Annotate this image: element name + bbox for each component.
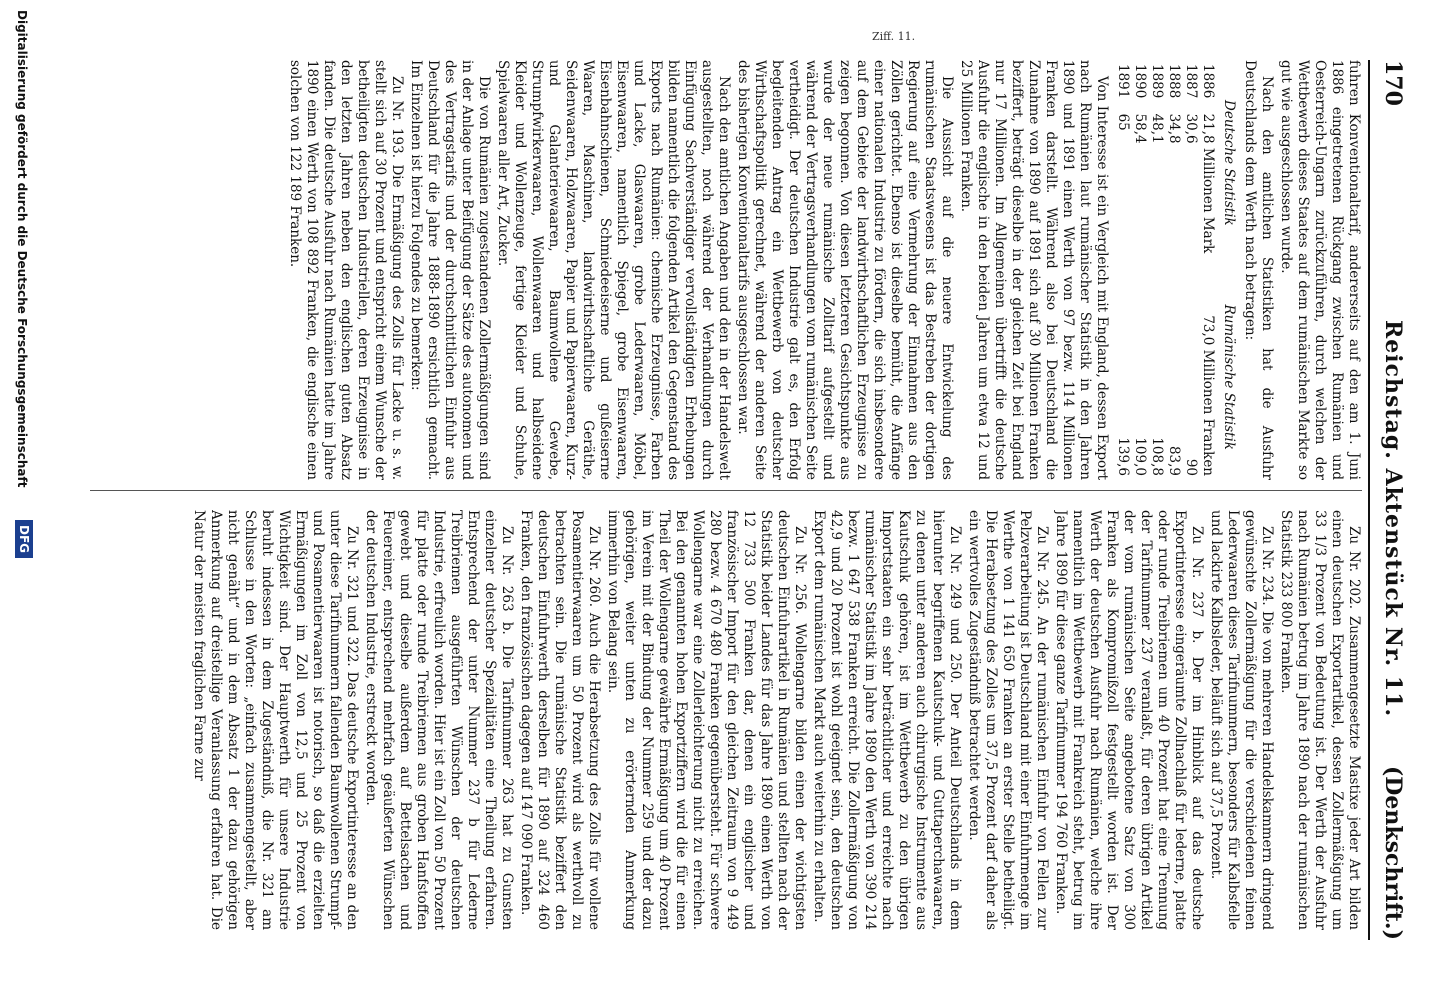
paragraph: Die von Rumänien zugestandenen Zollermäßigungen sind in der Anlage unter Beifügung der Sätze des autonomen und des Vertragstarifs und der durchschnittlichen Einfuhr aus Deutschland für die Jahre 1888-1890 ersichtlich gemacht. Im Einzelnen ist hierzu Folgendes zu bemerken: — [408, 60, 492, 480]
stat-head-german: Deutsche Statistik — [1221, 100, 1237, 226]
statistics-table — [1114, 60, 1216, 480]
footer-text: Digitalisierung gefördert durch die Deutsche Forschungsgemeinschaft — [15, 10, 29, 488]
paragraph: Zu Nr. 237 b. Der im Hinblick auf das deutsche Exportinteresse eingeräumte Zollnachlaß für lederne, platte oder runde Treibriemen um 40 Prozent hat eine Trennung der Tarifnummer 237 veranlaßt, für deren übrigen Artikel der vom rumänischen Seite angebotene Satz von 300 Franken als Kompromißzoll festgestellt worden ist. Der Werth der deutschen Ausfuhr nach Rumänien, welche ihre namentlich im Wettbewerb mit Frankreich steht, betrug im Jahre 1890 für diese ganze Tarifnummer 194 760 Franken. — [1053, 510, 1205, 930]
section-label: (Denkschrift.) — [1380, 765, 1406, 940]
table-row — [1182, 60, 1199, 480]
romanian-value: 90 — [1183, 458, 1199, 476]
german-value: 21,8 Millionen Mark — [1200, 113, 1216, 254]
column-divider — [90, 490, 1362, 491]
table-row — [1165, 60, 1182, 480]
german-value: 48,1 — [1149, 113, 1165, 144]
table-row — [1199, 60, 1216, 480]
page-title: Reichstag. Aktenstück Nr. 11. — [1380, 320, 1406, 718]
paragraph: Zu Nr. 321 und 322. Das deutsche Exportinteresse an den unter diese Tarifnummern fallenden Baumwollenen Strumpf- und Posamentierwaaren ist notorisch, so daß die erzielten Ermäßigungen im Zoll von 12,5 und 25 Prozent von Wichtigkeit sind. Der Hauptwerth für unsere Industrie beruht indessen in dem Zugeständniß, die Nr. 321 am Schlusse in den Worten: „einfach zusammengestellt, aber nicht genäht“ und in dem Absatz 1 der dazu gehörigen Anmerkung auf dreistellige Veranlassung erfahren hat. Die Natur der meisten fraglichen Farne zur — [191, 510, 360, 930]
table-row — [1148, 60, 1165, 480]
paragraph: Zu Nr. 234. Die von mehreren Handelskammern dringend gewünschte Zollermäßigung für die verschiedenen feinen Lederwaaren dieses Tarifnummern, besonders für Kalbsfelle und lackirte Kalbsleder, beläuft sich auf 37,5 Prozent. — [1208, 510, 1275, 930]
page-number: 170 — [1380, 60, 1406, 106]
paragraph: Nach den amtlichen Statistiken hat die Ausfuhr Deutschlands dem Werth nach betragen: — [1242, 60, 1275, 480]
year-cell: 1888 — [1166, 64, 1182, 99]
year-cell: 1889 — [1149, 64, 1165, 99]
paragraph: Zu Nr. 260. Auch die Herabsetzung des Zolls für wollene Posamentierwaaren um 50 Prozent wird als werthvoll zu betrachten sein. Die rumänische Statistik beziffert den deutschen Einfuhrwerth derselben für 1890 auf 324 460 Franken, den französischen dagegen auf 147 090 Franken. — [518, 510, 602, 930]
table-row — [1114, 60, 1131, 480]
german-value: 58,4 — [1132, 113, 1148, 144]
dfg-logo: DFG — [15, 520, 33, 558]
paragraph: Zu Nr. 202. Zusammengesetzte Mastixe jeder Art bilden einen deutschen Exportartikel, dessen Zollermäßigung um 33 1/3 Prozent von Bedeutung ist. Der Werth der Ausfuhr nach Rumänien betrug im Jahre 1890 nach der rumänischen Statistik 233 800 Franken. — [1278, 510, 1362, 930]
right-column — [90, 510, 1362, 930]
romanian-value: 109,0 — [1132, 437, 1148, 476]
romanian-value: 83,9 — [1166, 445, 1182, 476]
paragraph: fuhren Konventionaltarif, andererseits auf den am 1. Juni 1886 eingetretenen Rückgang zwischen Rumänien und Oesterreich-Ungarn zurückzuführen, durch welchen der Wettbewerb dieses Staates auf dem rumänischen Markte so gut wie ausgeschlossen wurde. — [1278, 60, 1362, 480]
german-value: 65 — [1115, 113, 1131, 131]
paragraph: Zu Nr. 193. Die Ermäßigung des Zolls für Lacke u. s. w. stellt sich auf 30 Prozent und entspricht einem Wunsche der betheiligten deutschen Industriellen, deren Erzeugnisse in den letzten Jahren neben den englischen guten Absatz fanden. Die deutsche Ausfuhr nach Rumänien hatte im Jahre 1890 einen Werth von 108 892 Franken, die englische einen solchen von 122 189 Franken. — [287, 60, 405, 480]
paragraph: Die Aussicht auf die neuere Entwickelung des rumänischen Staatswesens ist das Bestreben der dortigen Regierung auf eine Vermehrung der Einnahmen aus den Zöllen gerichtet. Ebenso ist dieselbe bemüht, die Anfänge einer nationalen Industrie zu fördern, die sich insbesondere auf dem Gebiete der landwirthschaftlichen Erzeugnisse zu zeigen begonnen. Von diesen letzteren Gesichtspunkte aus wurde der neue rumänische Zolltarif aufgestellt und während der Vertragsverhandlungen vom rumänischen Seite vertheidigt. Der deutschen Industrie galt es, den Erfolg begleitenden Antrag ein Wettbewerb von deutscher Wirthschaftspolitik gerechnet, während der anderen Seite des bisherigen Konventionaltarifs ausgeschlossen war. — [735, 60, 955, 480]
paragraph: Zu Nr. 245. An der rumänischen Einfuhr von Fellen zur Pelzverarbeitung ist Deutschland mit einer Einfuhrmenge im Werthe von 1 141 650 Franken an erster Stelle betheiligt. Die Herabsetzung des Zolles um 37,5 Prozent darf daher als ein wertvolles Zugeständniß betrachtet werden. — [966, 510, 1050, 930]
stat-head-romanian: Rumänische Statistik — [1221, 304, 1237, 450]
paragraph: Zu Nr. 249 und 250. Der Anteil Deutschlands in dem hierunter begriffenen Kautschuk- und Guttaperchawaaren, zu denen unter anderen auch chirurgische Instrumente aus Kautschuk gehören, ist im Wettbewerb zu den übrigen Importstaaten ein sehr beträchtlicher und erreichte nach rumänischer Statistik im Jahre 1890 den Werth von 390 214 bezw. 1 647 538 Franken erreicht. Die Zollermäßigung von 42,9 und 20 Prozent ist wohl geeignet sein, den deutschen Export dem rumänischen Markt auch weiterhin zu erhalten. — [811, 510, 963, 930]
paragraph: Von Interesse ist ein Vergleich mit England, dessen Export nach Rumänien laut rumänischer Statistik in den Jahren 1890 und 1891 einen Werth von 97 bezw. 114 Millionen Franken darstellt. Während also bei Deutschland die Zunahme von 1890 auf 1891 sich auf 30 Millionen Franken beziffert, beträgt dieselbe in der gleichen Zeit bei England nur 17 Millionen. Im Allgemeinen übertrifft die deutsche Ausfuhr die englische in den beiden Jahren um etwa 12 und 25 Millionen Franken. — [958, 60, 1110, 480]
margin-note: Ziff. 11. — [872, 30, 916, 43]
romanian-value: 108,8 — [1149, 437, 1165, 476]
paragraph: Zu Nr. 263 b. Die Tarifnummer 263 hat zu Gunsten einzelner deutscher Spezialitäten eine Theilung erfahren. Entsprechend der unter Nummer 237 b für Lederne Treibriemen ausgeführten Wünschen der deutschen Industrie, erfreulich worden. Hier ist ein Zoll von 50 Prozent für platte oder runde Treibriemen aus groben Hanfstoffen gewebt und dieselbe außerdem auf Bettelsachen und Feuereimer, entsprechend mehrfach geäußerten Wünschen der deutschen Industrie, erstreckt worden. — [363, 510, 515, 930]
table-row — [1131, 60, 1148, 480]
year-cell: 1887 — [1183, 64, 1199, 99]
year-cell: 1890 — [1132, 64, 1148, 99]
german-value: 30,6 — [1183, 113, 1199, 144]
romanian-value: 139,6 — [1115, 437, 1131, 476]
statistics-header — [1218, 60, 1239, 480]
digitization-footer — [7, 0, 37, 1000]
paragraph: Zu Nr. 256. Wollengarne bilden einen der wichtigsten deutschen Einfuhrartikel in Rumänien und stellten nach der Statistik beider Landes für das Jahre 1890 einen Werth von 12 733 500 Franken dar, denen ein englischer und französischer Import für den gleichen Zeitraum von 9 449 280 bezw. 4 670 480 Franken gegenübersteht. Für schwere Wollengarne war eine Zollerleichterung nicht zu erreichen. Bei den genannten hohen Exportziffern wird die für einen Theil der Wollengarne gewährte Ermäßigung um 40 Prozent im Verein mit der Bindung der Nummer 259 und der dazu gehörigen, weiter unten zu erörternden Anmerkung immerhin von Belang sein. — [605, 510, 808, 930]
year-cell: 1886 — [1200, 64, 1216, 99]
romanian-value: 73,0 Millionen Franken — [1200, 315, 1216, 476]
left-column — [90, 60, 1362, 480]
paragraph: Nach den amtlichen Angaben und den in der Handelswelt ausgestellten, noch während der Verhandlungen durch Einfügung Sachverständiger vervollständigten Erhebungen bilden namentlich die folgenden Artikel den Gegenstand des Exports nach Rumänien: chemische Erzeugnisse, Farben und Lacke, Glaswaaren, grobe Lederwaaren, Möbel, Eisenwaaren, namentlich Spiegel, grobe Eisenwaaren, Eisenbahnschienen, Schmiedeeiserne und gußeiserne Waaren, Maschinen, landwirthschaftliche Geräthe, Seidenwaaren, Holzwaaren, Papier und Papierwaaren, Kurz- und Galanteriewaaren, Baumwollene Gewebe, Strumpfwirkerwaaren, Wollenwaaren und halbseidene Kleider und Wollenzeuge, fertige Kleider und Schuhe, Spielwaaren aller Art, Zucker. — [495, 60, 732, 480]
year-cell: 1891 — [1115, 64, 1131, 99]
page-header — [1368, 60, 1414, 940]
german-value: 34,8 — [1166, 113, 1182, 144]
